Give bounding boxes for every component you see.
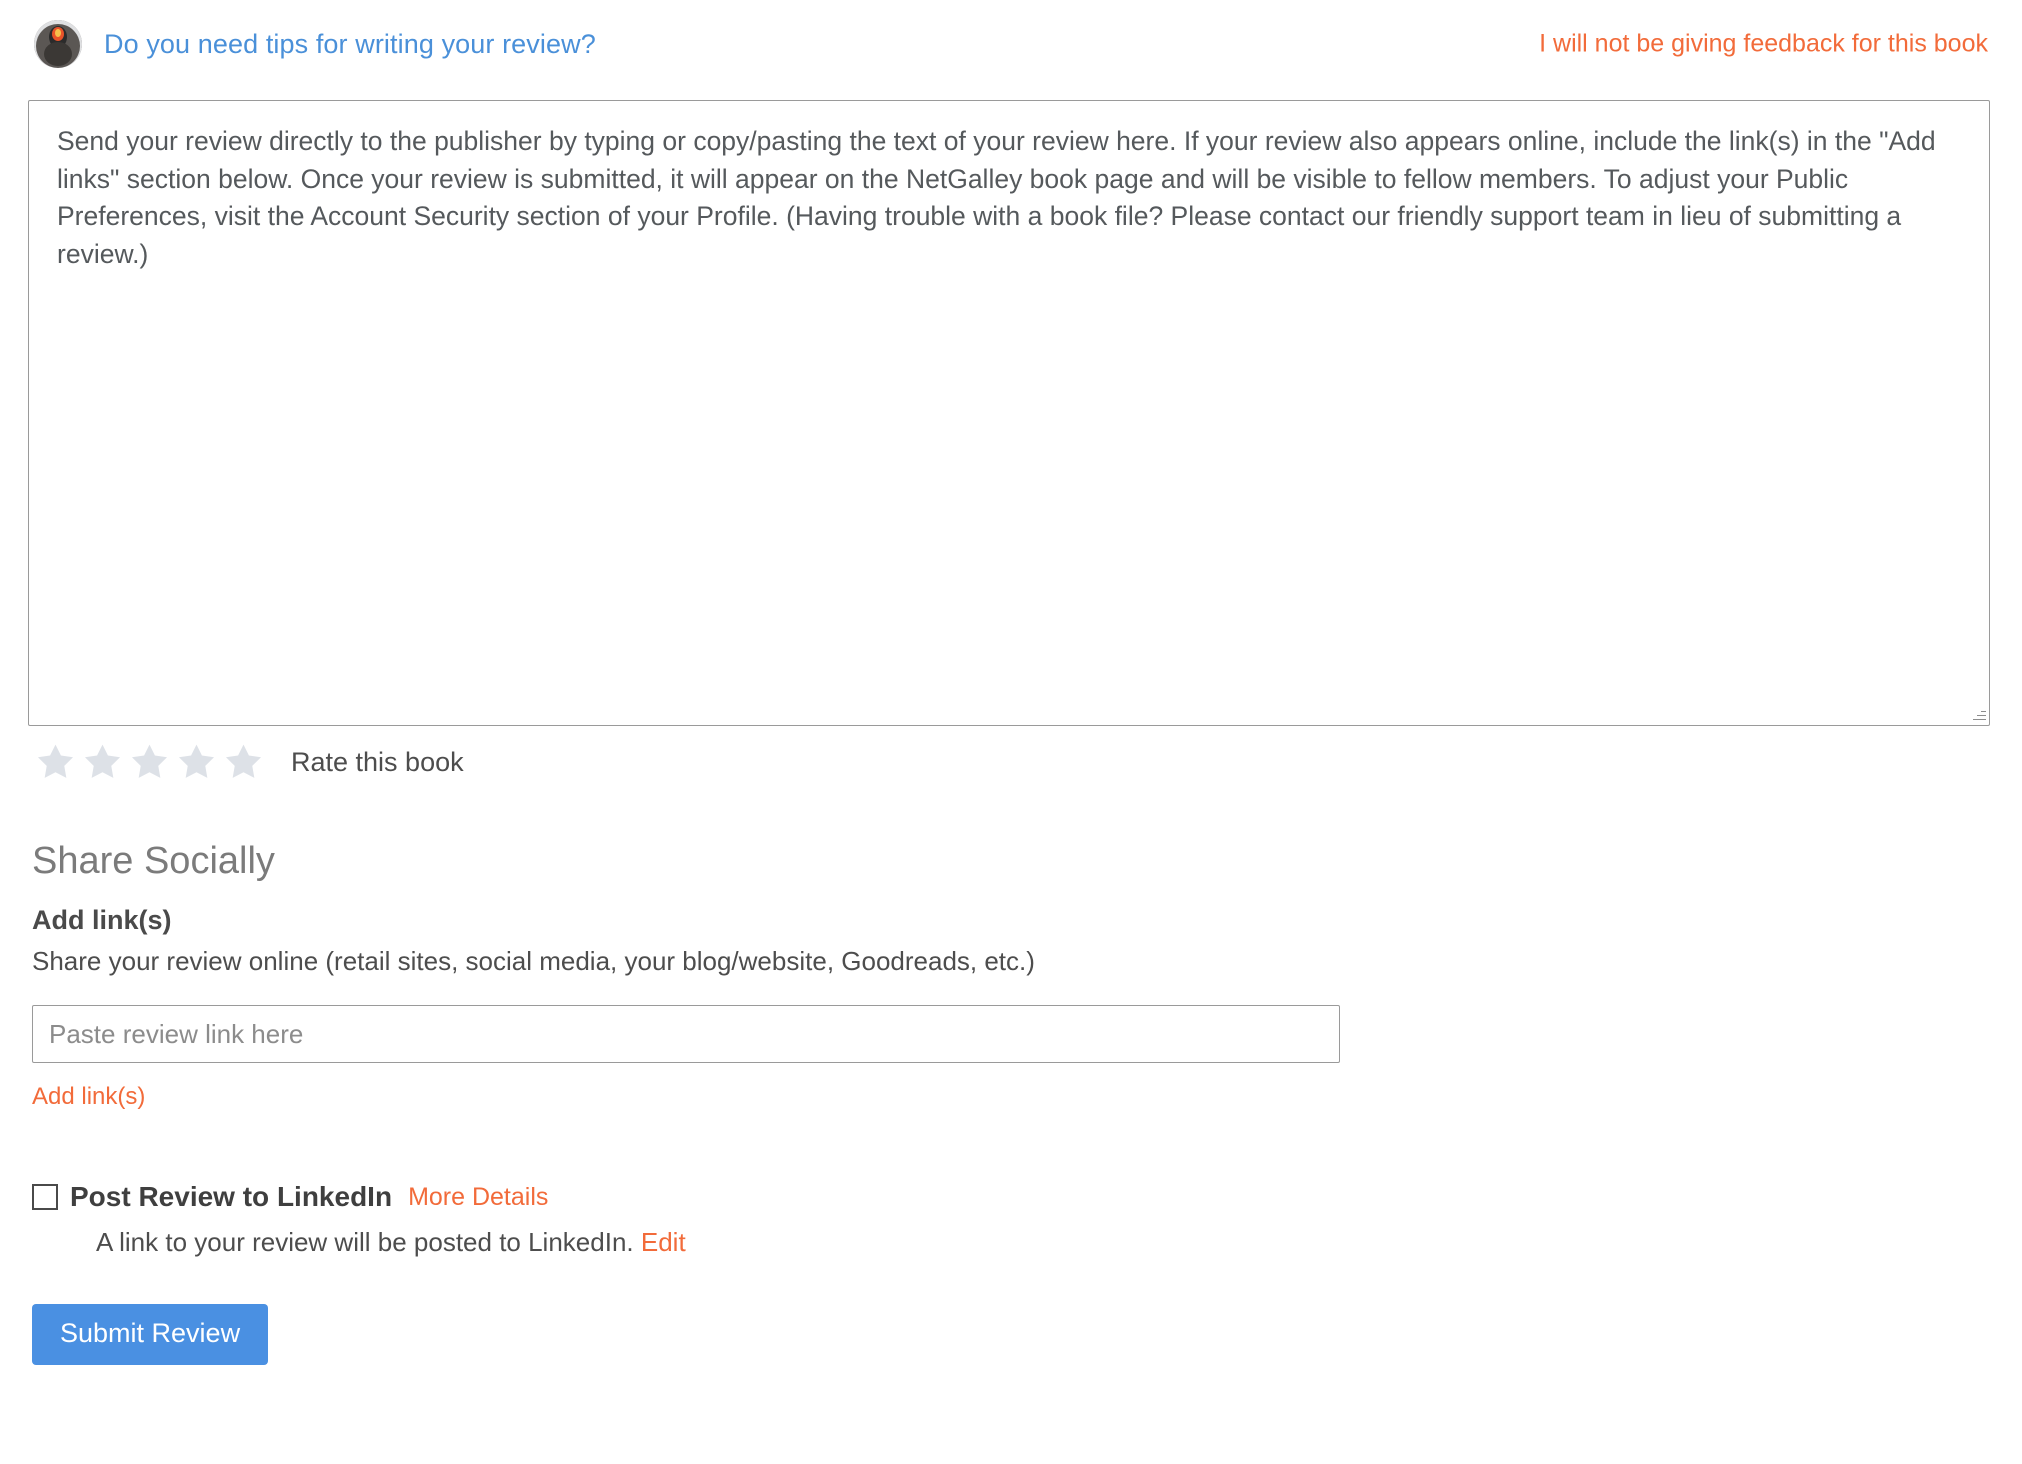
textarea-resize-handle[interactable] (1970, 706, 1986, 722)
star-icon[interactable] (79, 740, 126, 784)
add-links-button[interactable]: Add link(s) (32, 1083, 146, 1110)
no-feedback-link[interactable]: I will not be giving feedback for this book (1539, 29, 1988, 58)
review-placeholder-text: Send your review directly to the publisher by typing or copy/pasting the text of your review here. If your review also appears online, include the link(s) in the "Add links" section below. Once your review is submitted, it will appear on the NetGalley book page and will be visible to fellow members. To adjust your Public Preferences, visit the Account Security section of your Profile. (Having trouble with a book file? Please contact our friendly support team in lieu of submitting a review.) (57, 126, 1944, 269)
review-textarea[interactable] (28, 100, 1990, 726)
star-icon[interactable] (220, 740, 267, 784)
star-icon[interactable] (126, 740, 173, 784)
star-icon[interactable] (173, 740, 220, 784)
add-links-heading: Add link(s) (32, 905, 172, 935)
linkedin-description (96, 1227, 1994, 1258)
header-bar (28, 0, 1994, 88)
post-to-linkedin-row (32, 1181, 1994, 1213)
writing-tips-link[interactable]: Do you need tips for writing your review? (104, 28, 596, 59)
star-icon[interactable] (32, 740, 79, 784)
review-link-input[interactable] (32, 1005, 1340, 1063)
submit-review-button[interactable]: Submit Review (32, 1304, 268, 1365)
post-to-linkedin-checkbox[interactable] (32, 1184, 58, 1210)
rate-this-book-label: Rate this book (291, 746, 464, 777)
rating-row (28, 740, 1994, 784)
linkedin-description-text: A link to your review will be posted to LinkedIn. (96, 1227, 634, 1257)
avatar[interactable] (34, 20, 82, 68)
share-socially-heading: Share Socially (32, 840, 275, 882)
star-rating[interactable] (32, 740, 267, 784)
post-to-linkedin-label: Post Review to LinkedIn (70, 1181, 393, 1212)
linkedin-edit-link[interactable]: Edit (640, 1227, 686, 1257)
add-links-subtitle: Share your review online (retail sites, social media, your blog/website, Goodreads, etc.) (32, 946, 1035, 976)
linkedin-more-details-link[interactable]: More Details (408, 1182, 549, 1211)
